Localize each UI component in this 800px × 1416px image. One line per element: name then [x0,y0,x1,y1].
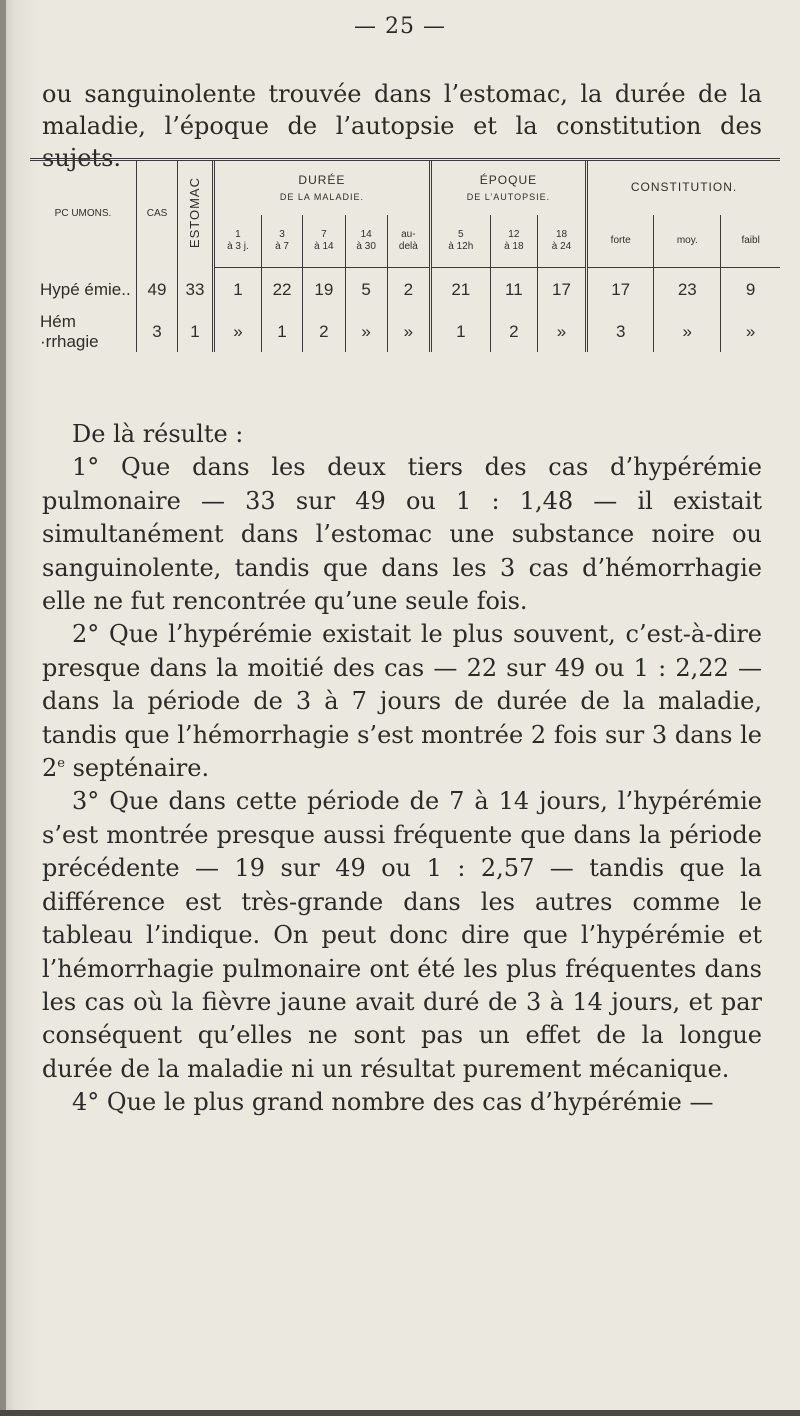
cell-epoque-2: 2 [490,312,537,352]
header-duree-title: DURÉE [298,172,346,187]
statistics-table [30,158,780,352]
paragraph-2-superscript: e [57,756,65,772]
cell-estomac: 33 [178,268,214,312]
header-epoque-col-2: 12 à 18 [490,215,537,268]
paragraph-2-text-a: 2° Que l’hypérémie existait le plus souvent, c’est-à-dire presque dans la moitié des cas — 22 sur 49 ou 1 : 2,22 — dans la période de 3 à 7 jours de durée de la maladie, tandis que l’hémorrhagie s’est montrée 2 fois sur 3 dans le 2 [42,620,762,783]
cell-constitution-1: 17 [587,268,654,312]
cell-duree-5: » [387,312,430,352]
cell-duree-3: 2 [303,312,345,352]
header-duree-col-4: 14 à 30 [345,215,387,268]
cell-duree-4: » [345,312,387,352]
header-cas: CAS [137,161,178,268]
header-estomac-label: ESTOMAC [187,176,202,248]
cell-cas: 49 [137,268,178,312]
paragraph-1: 1° Que dans les deux tiers des cas d’hypérémie pulmonaire — 33 sur 49 ou 1 : 1,48 — il existait simultanément dans l’estomac une substance noire ou sanguinolente, tandis que dans les 3 cas d’hémorrhagie elle ne fut rencontrée qu’une seule fois. [42,453,762,616]
table-row [30,312,780,352]
header-epoque [430,161,586,215]
cell-epoque-2: 11 [490,268,537,312]
header-duree-col-3: 7 à 14 [303,215,345,268]
intro-text: ou sanguinolente trouvée dans l’estomac, la durée de la maladie, l’époque de l’autopsie et la constitution des sujets. [42,80,762,172]
header-constitution-col-3: faibl [721,215,780,268]
cell-duree-3: 19 [303,268,345,312]
cell-duree-2: 1 [261,312,302,352]
row-label: Hypé émie.. [40,279,131,299]
cell-duree-5: 2 [387,268,430,312]
cell-duree-2: 22 [261,268,302,312]
cell-epoque-1: 21 [430,268,490,312]
header-duree-col-1: 1 à 3 j. [214,215,262,268]
paragraph-2 [42,618,762,785]
cell-duree-1: 1 [214,268,262,312]
header-duree-subtitle: DE LA MALADIE. [279,191,364,202]
cell-constitution-3: » [721,312,780,352]
header-epoque-col-3: 18 à 24 [537,215,586,268]
header-epoque-col-1: 5 à 12h [430,215,490,268]
cell-epoque-3: » [537,312,586,352]
cell-duree-4: 5 [345,268,387,312]
body-text [42,418,762,1120]
paragraph-4: 4° Que le plus grand nombre des cas d’hypérémie — [72,1088,714,1117]
cell-epoque-3: 17 [537,268,586,312]
header-poumons: PC UMONS. [54,208,112,220]
cell-constitution-3: 9 [721,268,780,312]
header-constitution-col-1: forte [587,215,654,268]
page-number: — 25 — [354,14,446,39]
page-bottom-edge [0,1410,800,1416]
cell-constitution-1: 3 [587,312,654,352]
header-constitution-title: CONSTITUTION. [630,180,738,194]
cell-epoque-1: 1 [430,312,490,352]
header-epoque-title: ÉPOQUE [479,172,538,187]
paragraph-2-text-b: septénaire. [64,754,210,783]
table-row [30,268,780,312]
cell-constitution-2: » [654,312,721,352]
row-label: Hém ·rrhagie [40,311,99,351]
page-spine-shadow [0,0,6,1416]
header-epoque-subtitle: DE L’AUTOPSIE. [466,191,551,202]
cell-cas: 3 [137,312,178,352]
paragraph-3: 3° Que dans cette période de 7 à 14 jours, l’hypérémie s’est montrée presque aussi fréquente que dans la période précédente — 19 sur 49 ou 1 : 2,57 — tandis que la différence est très-grande dans les autres comme le tableau l’indique. On peut donc dire que l’hypérémie et l’hémorrhagie pulmonaire ont été les plus fréquentes dans les cas où la fièvre jaune avait duré de 3 à 14 jours, et par conséquent qu’elles ne sont pas un effet de la longue durée de la maladie ni un résultat purement mécanique. [42,787,762,1083]
cell-estomac: 1 [178,312,214,352]
header-constitution-col-2: moy. [654,215,721,268]
header-estomac [178,161,214,268]
header-constitution [587,161,780,215]
paragraph-result-intro: De là résulte : [72,420,244,448]
cell-duree-1: » [214,312,262,352]
header-duree [214,161,431,215]
header-duree-col-5: au- delà [387,215,430,268]
header-duree-col-2: 3 à 7 [261,215,302,268]
cell-constitution-2: 23 [654,268,721,312]
